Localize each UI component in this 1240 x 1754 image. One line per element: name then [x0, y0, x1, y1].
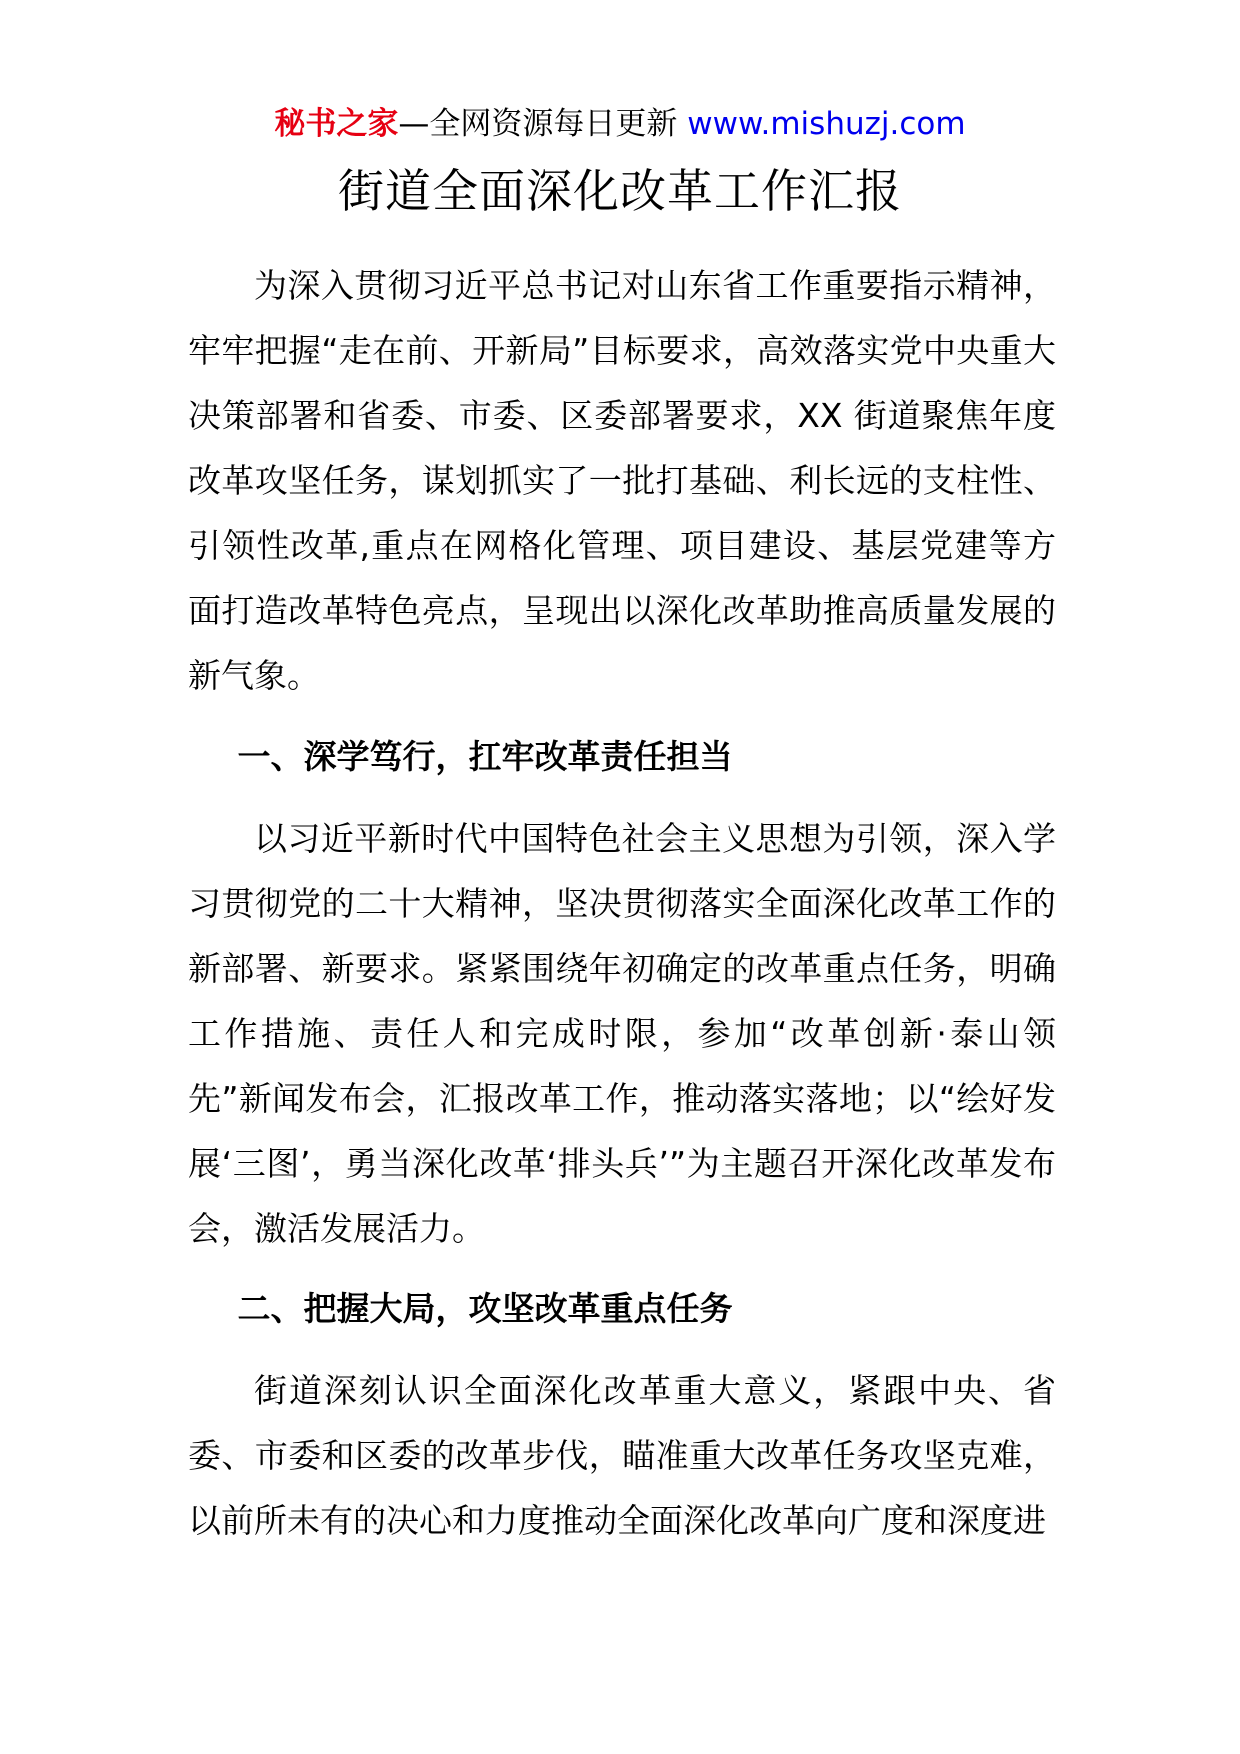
site-header [0, 100, 1240, 148]
section-1-heading: 一、深学笃行，扛牢改革责任担当 [237, 737, 733, 776]
intro-paragraph: 为深入贯彻习近平总书记对山东省工作重要指示精神，牢牢把握“走在前、开新局”目标要求，高效落实党中央重大决策部署和省委、市委、区委部署要求，XX 街道聚焦年度改革攻坚任务，谋划抓实了一批打基础、利长远的支柱性、引领性改革,重点在网格化管理、项目建设、基层党建等方面打造改革特色亮点，呈现出以深化改革助推高质量发展的新气象。 [188, 266, 1056, 695]
section-2-heading: 二、把握大局，攻坚改革重点任务 [237, 1289, 733, 1328]
brand-name: 秘书之家 [274, 106, 399, 142]
document-title: 街道全面深化改革工作汇报 [338, 164, 902, 218]
header-tagline: —全网资源每日更新 [398, 106, 688, 142]
section-1-paragraph: 以习近平新时代中国特色社会主义思想为引领，深入学习贯彻党的二十大精神，坚决贯彻落实全面深化改革工作的新部署、新要求。紧紧围绕年初确定的改革重点任务，明确工作措施、责任人和完成时限，参加“改革创新·泰山领先”新闻发布会，汇报改革工作，推动落实落地；以“绘好发展‘三图’，勇当深化改革‘排头兵’”为主题召开深化改革发布会，激活发展活力。 [188, 819, 1056, 1248]
section-2-paragraph: 街道深刻认识全面深化改革重大意义，紧跟中央、省委、市委和区委的改革步伐，瞄准重大改革任务攻坚克难，以前所未有的决心和力度推动全面深化改革向广度和深度进 [188, 1371, 1056, 1540]
site-url-link[interactable]: www.mishuzj.com [687, 106, 966, 142]
